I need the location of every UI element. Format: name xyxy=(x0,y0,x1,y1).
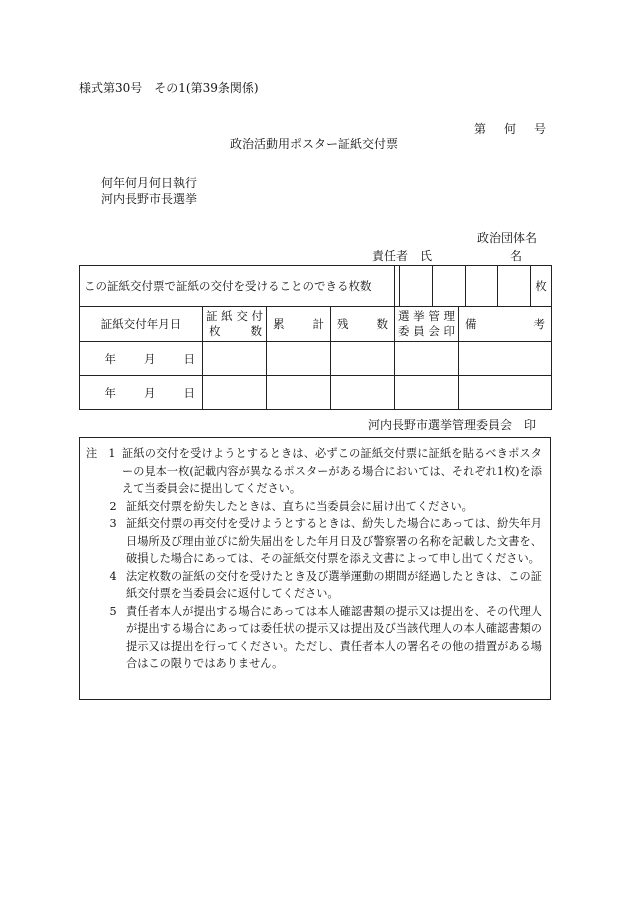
count-row xyxy=(80,266,552,307)
election-name: 河内長野市長選挙 xyxy=(101,192,198,206)
count-label-text: この証紙交付票で証紙の交付を受けることのできる枚数 xyxy=(84,279,372,293)
number-suffix: 号 xyxy=(534,122,547,136)
responsible-person-label: 責任者 氏 xyxy=(372,249,433,263)
document-title: 政治活動用ポスター証紙交付票 xyxy=(230,137,399,151)
cumulative-cell[interactable] xyxy=(267,342,331,376)
remaining-cell[interactable] xyxy=(331,376,395,410)
note-item xyxy=(86,445,542,498)
note-item xyxy=(86,603,542,673)
issuer-seal-line: 河内長野市選挙管理委員会 印 xyxy=(368,418,537,432)
note-text: 証紙交付票を紛失したときは、直ちに当委員会に届け出てください。 xyxy=(126,499,473,513)
count-unit: 枚 xyxy=(535,279,547,293)
day-label: 日 xyxy=(183,385,195,400)
count-digit-box[interactable] xyxy=(399,266,432,306)
note-number: 2 xyxy=(109,499,117,513)
col-seal xyxy=(395,307,459,342)
note-item xyxy=(86,498,542,516)
number-prefix: 第 xyxy=(474,122,487,136)
note-item xyxy=(86,568,542,603)
note-number: 4 xyxy=(109,569,117,583)
note-number: 3 xyxy=(109,517,117,530)
table-row xyxy=(80,376,552,410)
notes-box xyxy=(79,437,551,700)
col-remaining-a: 残 xyxy=(337,317,349,331)
seal-cell[interactable] xyxy=(395,376,459,410)
issue-count-cell[interactable] xyxy=(203,342,267,376)
count-digit-box[interactable] xyxy=(465,266,498,306)
note-text: 証紙の交付を受けようとするときは、必ずこの証紙交付票に証紙を貼るべきポスターの見本一枚(記載内容が異なるポスターがある場合においては、それぞれ1枚)を添えて当委員会に提出してください。 xyxy=(122,447,542,495)
year-label: 年 xyxy=(104,351,116,366)
table-row xyxy=(80,342,552,376)
date-cell[interactable] xyxy=(80,376,203,410)
col-remarks xyxy=(459,307,552,342)
col-remaining-b: 数 xyxy=(376,317,388,331)
note-text: 法定枚数の証紙の交付を受けたとき及び選挙運動の期間が経過したときは、この証紙交付票を当委員会に返付してください。 xyxy=(126,569,542,600)
party-name-label: 政治団体名 xyxy=(477,231,538,245)
col-remarks-a: 備 xyxy=(465,317,477,331)
issuance-table xyxy=(79,265,552,410)
note-number: 5 xyxy=(109,604,117,618)
month-label: 月 xyxy=(144,351,156,366)
remarks-cell[interactable] xyxy=(459,376,552,410)
col-seal-line1: 選 挙 管 理 xyxy=(398,309,455,324)
form-identifier: 様式第30号 その1(第39条関係) xyxy=(79,81,259,95)
col-cumulative-a: 累 xyxy=(273,317,285,331)
note-text: 責任者本人が提出する場合にあっては本人確認書類の提示又は提出を、その代理人が提出する場合にあっては委任状の提示又は提出及び当該代理人の本人確認書類の提示又は提出を行ってください。ただし、責任者本人の署名その他の措置がある場合はこの限りではありません。 xyxy=(126,604,542,670)
remaining-cell[interactable] xyxy=(331,342,395,376)
day-label: 日 xyxy=(183,351,195,366)
col-seal-line2: 委 員 会 印 xyxy=(398,324,455,338)
col-issue-count-line1: 証 紙 交 付 xyxy=(206,309,263,324)
election-date: 何年何月何日執行 xyxy=(101,176,198,190)
header-row xyxy=(80,307,552,342)
note-item xyxy=(86,515,542,568)
issue-count-cell[interactable] xyxy=(203,376,267,410)
col-cumulative xyxy=(267,307,331,342)
document-number xyxy=(474,123,546,135)
col-remaining xyxy=(331,307,395,342)
count-digit-box[interactable] xyxy=(432,266,465,306)
date-cell[interactable] xyxy=(80,342,203,376)
col-remarks-b: 考 xyxy=(533,317,545,331)
col-issue-count-line2b: 数 xyxy=(250,324,262,338)
remarks-cell[interactable] xyxy=(459,342,552,376)
notes-prefix: 注 1 xyxy=(86,447,116,460)
responsible-name-suffix: 名 xyxy=(510,249,523,263)
count-value-area xyxy=(395,266,552,307)
count-digit-box[interactable] xyxy=(497,266,530,306)
month-label: 月 xyxy=(144,385,156,400)
seal-cell[interactable] xyxy=(395,342,459,376)
col-issue-count-line2a: 枚 xyxy=(209,324,221,338)
year-label: 年 xyxy=(104,385,116,400)
col-issue-count xyxy=(203,307,267,342)
note-text: 証紙交付票の再交付を受けようとするときは、紛失した場合にあっては、紛失年月日場所及び理由並びに紛失届出をした年月日及び警察署の名称を記載した文書を、破損した場合にあっては、その証紙交付票を添え文書によって申し出てください。 xyxy=(126,517,542,565)
col-issue-date: 証紙交付年月日 xyxy=(80,307,203,342)
number-placeholder: 何 xyxy=(504,122,517,136)
col-cumulative-b: 計 xyxy=(312,317,324,331)
count-label xyxy=(80,266,395,307)
cumulative-cell[interactable] xyxy=(267,376,331,410)
